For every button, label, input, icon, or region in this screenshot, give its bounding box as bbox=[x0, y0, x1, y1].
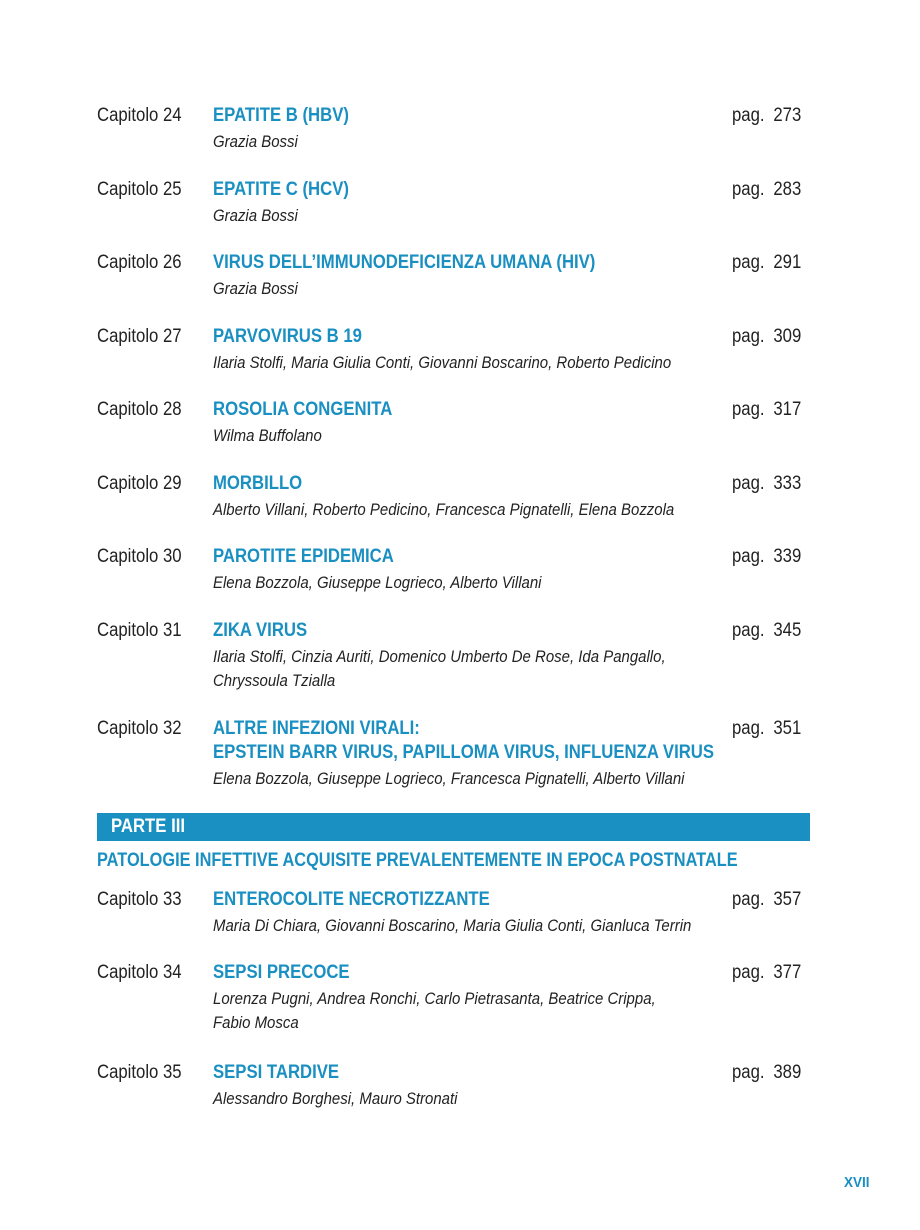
chapter-title: PARVOVIRUS B 19 bbox=[213, 326, 362, 347]
chapter-authors: Fabio Mosca bbox=[213, 1013, 299, 1032]
chapter-label: Capitolo 24 bbox=[97, 105, 182, 126]
chapter-authors: Alessandro Borghesi, Mauro Stronati bbox=[213, 1089, 458, 1108]
chapter-authors: Lorenza Pugni, Andrea Ronchi, Carlo Pietrasanta, Beatrice Crippa, bbox=[213, 989, 656, 1008]
page-ref-number: 345 bbox=[773, 620, 802, 641]
chapter-page-ref bbox=[732, 325, 801, 349]
chapter-page-ref bbox=[732, 619, 801, 643]
page-ref-number: 291 bbox=[773, 252, 802, 273]
page-ref-number: 283 bbox=[773, 179, 802, 200]
chapter-label: Capitolo 35 bbox=[97, 1062, 182, 1083]
page-ref-number: 377 bbox=[773, 962, 802, 983]
part-label: PARTE III bbox=[111, 816, 186, 837]
chapter-title: MORBILLO bbox=[213, 473, 303, 494]
chapter-page-ref bbox=[732, 717, 801, 741]
page-prefix: pag. bbox=[732, 962, 765, 983]
chapter-title: SEPSI PRECOCE bbox=[213, 962, 350, 983]
chapter-title: EPATITE B (HBV) bbox=[213, 105, 349, 126]
chapter-label: Capitolo 34 bbox=[97, 962, 182, 983]
page-prefix: pag. bbox=[732, 105, 765, 126]
page-ref-number: 389 bbox=[773, 1062, 802, 1083]
chapter-title: EPATITE C (HCV) bbox=[213, 179, 349, 200]
chapter-title: ZIKA VIRUS bbox=[213, 620, 308, 641]
chapter-authors: Wilma Buffolano bbox=[213, 426, 322, 445]
chapter-authors: Elena Bozzola, Giuseppe Logrieco, Francesca Pignatelli, Alberto Villani bbox=[213, 769, 685, 788]
page-number: XVII bbox=[844, 1174, 870, 1191]
chapter-authors: Elena Bozzola, Giuseppe Logrieco, Alberto Villani bbox=[213, 573, 542, 592]
page-prefix: pag. bbox=[732, 546, 765, 567]
chapter-title: SEPSI TARDIVE bbox=[213, 1062, 340, 1083]
chapter-authors: Grazia Bossi bbox=[213, 279, 298, 298]
page-prefix: pag. bbox=[732, 399, 765, 420]
part-header-bar bbox=[97, 813, 810, 841]
chapter-label: Capitolo 26 bbox=[97, 252, 182, 273]
chapter-title: ALTRE INFEZIONI VIRALI: bbox=[213, 718, 420, 739]
chapter-authors: Maria Di Chiara, Giovanni Boscarino, Maria Giulia Conti, Gianluca Terrin bbox=[213, 916, 692, 935]
page-ref-number: 351 bbox=[773, 718, 802, 739]
chapter-label: Capitolo 32 bbox=[97, 718, 182, 739]
chapter-label: Capitolo 29 bbox=[97, 473, 182, 494]
page-ref-number: 309 bbox=[773, 326, 802, 347]
chapter-title: VIRUS DELL’IMMUNODEFICIENZA UMANA (HIV) bbox=[213, 252, 596, 273]
page-prefix: pag. bbox=[732, 620, 765, 641]
chapter-page-ref bbox=[732, 104, 801, 128]
chapter-authors: Grazia Bossi bbox=[213, 132, 298, 151]
chapter-label: Capitolo 30 bbox=[97, 546, 182, 567]
chapter-authors: Ilaria Stolfi, Maria Giulia Conti, Giovanni Boscarino, Roberto Pedicino bbox=[213, 353, 672, 372]
chapter-page-ref bbox=[732, 961, 801, 985]
chapter-authors: Grazia Bossi bbox=[213, 206, 298, 225]
page-prefix: pag. bbox=[732, 179, 765, 200]
page-prefix: pag. bbox=[732, 473, 765, 494]
chapter-title: ENTEROCOLITE NECROTIZZANTE bbox=[213, 889, 490, 910]
page-ref-number: 273 bbox=[773, 105, 802, 126]
chapter-page-ref bbox=[732, 545, 801, 569]
page-ref-number: 339 bbox=[773, 546, 802, 567]
chapter-page-ref bbox=[732, 472, 801, 496]
chapter-page-ref bbox=[732, 178, 801, 202]
page-prefix: pag. bbox=[732, 889, 765, 910]
page-prefix: pag. bbox=[732, 252, 765, 273]
chapter-page-ref bbox=[732, 398, 801, 422]
chapter-authors: Alberto Villani, Roberto Pedicino, Francesca Pignatelli, Elena Bozzola bbox=[213, 500, 675, 519]
chapter-label: Capitolo 28 bbox=[97, 399, 182, 420]
chapter-label: Capitolo 31 bbox=[97, 620, 182, 641]
page-prefix: pag. bbox=[732, 326, 765, 347]
chapter-label: Capitolo 27 bbox=[97, 326, 182, 347]
chapter-title: ROSOLIA CONGENITA bbox=[213, 399, 393, 420]
page-ref-number: 357 bbox=[773, 889, 802, 910]
chapter-page-ref bbox=[732, 888, 801, 912]
page-ref-number: 333 bbox=[773, 473, 802, 494]
chapter-page-ref bbox=[732, 1061, 801, 1085]
chapter-title: PAROTITE EPIDEMICA bbox=[213, 546, 394, 567]
chapter-page-ref bbox=[732, 251, 801, 275]
page-prefix: pag. bbox=[732, 1062, 765, 1083]
part-title: PATOLOGIE INFETTIVE ACQUISITE PREVALENTEMENTE IN EPOCA POSTNATALE bbox=[97, 850, 738, 871]
chapter-title: EPSTEIN BARR VIRUS, PAPILLOMA VIRUS, INFLUENZA VIRUS bbox=[213, 742, 715, 763]
chapter-authors: Ilaria Stolfi, Cinzia Auriti, Domenico Umberto De Rose, Ida Pangallo, bbox=[213, 647, 666, 666]
chapter-label: Capitolo 25 bbox=[97, 179, 182, 200]
page-ref-number: 317 bbox=[773, 399, 802, 420]
page-prefix: pag. bbox=[732, 718, 765, 739]
chapter-authors: Chryssoula Tzialla bbox=[213, 671, 336, 690]
chapter-label: Capitolo 33 bbox=[97, 889, 182, 910]
